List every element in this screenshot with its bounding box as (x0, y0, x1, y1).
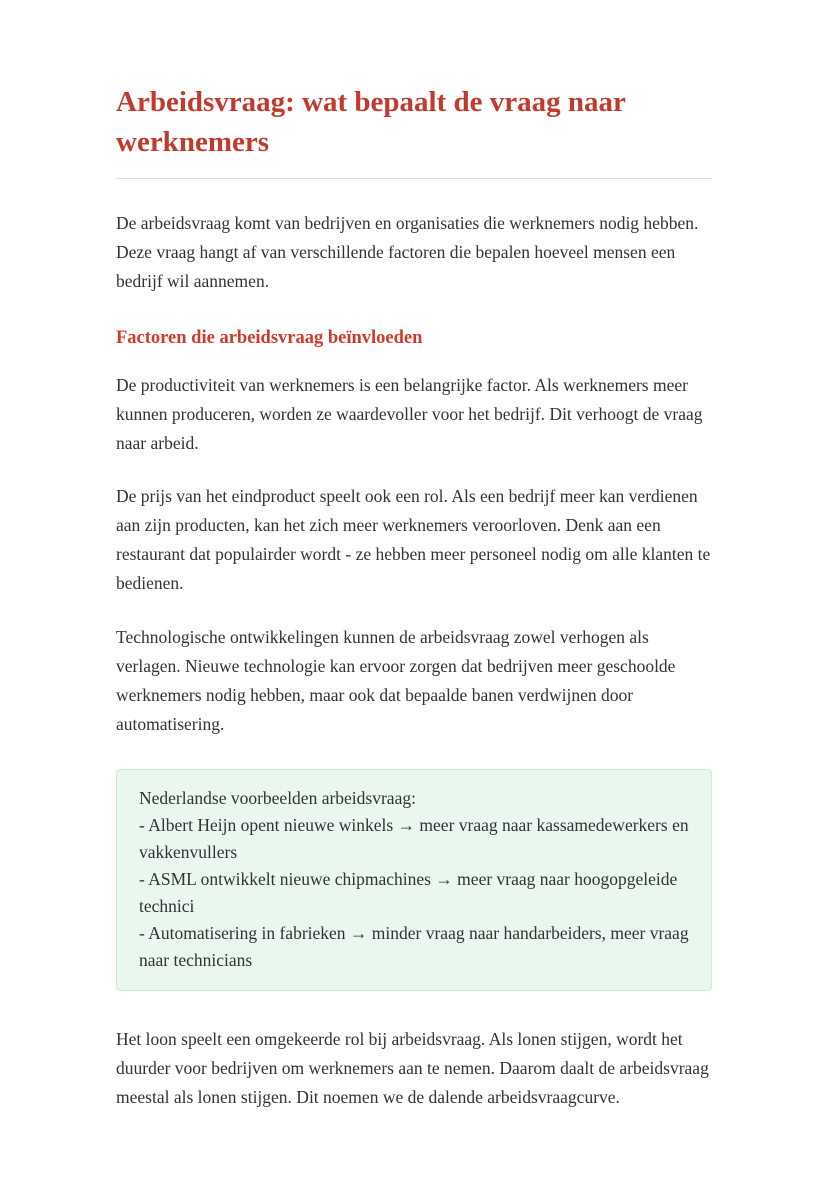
paragraph-technologie: Technologische ontwikkelingen kunnen de arbeidsvraag zowel verhogen als verlagen. Nieuwe technologie kan ervoor zorgen dat bedrijven meer geschoolde werknemers nodig hebben, maar ook dat bepaalde banen verdwijnen door automatisering. (116, 626, 676, 734)
examples-callout-box (116, 769, 712, 991)
document-page (116, 0, 712, 1196)
callout-title-line: Nederlandse voorbeelden arbeidsvraag: (139, 787, 416, 808)
closing-paragraph-loon: Het loon speelt een omgekeerde rol bij arbeidsvraag. Als lonen stijgen, wordt het duurder voor bedrijven om werknemers aan te nemen. Daarom daalt de arbeidsvraag meestal als lonen stijgen. Dit noemen we de dalende arbeidsvraagcurve. (116, 1028, 709, 1107)
paragraph-prijs-eindproduct: De prijs van het eindproduct speelt ook een rol. Als een bedrijf meer kan verdienen aan zijn producten, kan het zich meer werknemers veroorloven. Denk aan een restaurant dat populairder wordt - ze hebben meer personeel nodig om alle klanten te bedienen. (116, 486, 711, 594)
callout-example-albert-heijn: - Albert Heijn opent nieuwe winkels → meer vraag naar kassamedewerkers en vakkenvullers (139, 814, 689, 862)
page-title: Arbeidsvraag: wat bepaalt de vraag naar werknemers (116, 86, 626, 159)
callout-example-automatisering: - Automatisering in fabrieken → minder vraag naar handarbeiders, meer vraag naar technicians (139, 923, 689, 971)
title-divider (116, 178, 712, 179)
callout-example-asml: - ASML ontwikkelt nieuwe chipmachines → meer vraag naar hoogopgeleide technici (139, 869, 678, 917)
section-heading-factoren: Factoren die arbeidsvraag beïnvloeden (116, 328, 423, 349)
intro-paragraph: De arbeidsvraag komt van bedrijven en organisaties die werknemers nodig hebben. Deze vraag hangt af van verschillende factoren die bepalen hoeveel mensen een bedrijf wil aannemen. (116, 213, 699, 292)
paragraph-productiviteit: De productiviteit van werknemers is een belangrijke factor. Als werknemers meer kunnen produceren, worden ze waardevoller voor het bedrijf. Dit verhoogt de vraag naar arbeid. (116, 375, 703, 454)
